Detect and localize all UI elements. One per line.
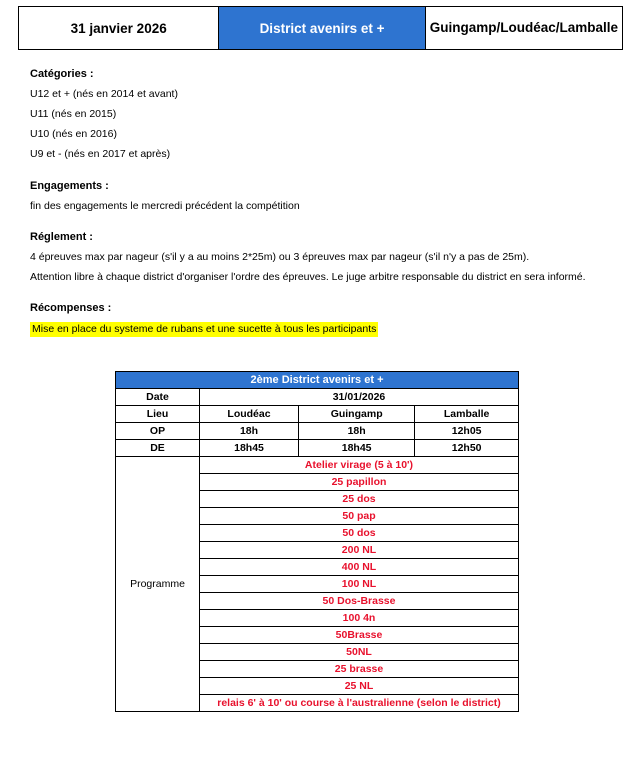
program-event: 50 dos [200,525,519,542]
table-row-title [116,372,519,389]
section-title: Engagements : [30,179,109,192]
header-band [18,6,623,50]
program-event: 100 NL [200,576,519,593]
table-row [116,406,519,423]
row-value-date: 31/01/2026 [200,389,519,406]
highlighted-text: Mise en place du systeme de rubans et une sucette à tous les participants [30,322,378,337]
section-line: Attention libre à chaque district d'organiser l'ordre des épreuves. Le juge arbitre responsable du district en sera informé. [30,270,586,283]
table-row [116,457,519,474]
program-event: relais 6' à 10' ou course à l'australienne (selon le district) [200,695,519,712]
section-line: 4 épreuves max par nageur (s'il y a au moins 2*25m) ou 3 épreuves max par nageur (s'il n'y a pas de 25m). [30,250,530,263]
document-body [18,68,616,337]
table-row [116,389,519,406]
program-table-title: 2ème District avenirs et + [116,372,519,389]
row-value-de-3: 12h50 [415,440,519,457]
program-event: 50NL [200,644,519,661]
section-title: Récompenses : [30,301,112,314]
section-line: U9 et - (nés en 2017 et après) [30,148,171,161]
section-title: Réglement : [30,230,93,243]
row-value-op-2: 18h [299,423,415,440]
row-label-lieu: Lieu [116,406,200,423]
program-table [115,371,519,712]
program-event: 100 4n [200,610,519,627]
header-date: 31 janvier 2026 [19,7,219,49]
program-event: 50Brasse [200,627,519,644]
row-value-op-3: 12h05 [415,423,519,440]
program-event: 25 dos [200,491,519,508]
section-engagements [18,180,616,213]
section-categories [18,68,616,162]
table-row [116,423,519,440]
program-event: 25 NL [200,678,519,695]
row-value-op-1: 18h [200,423,299,440]
program-event: 50 pap [200,508,519,525]
row-label-op: OP [116,423,200,440]
row-value-de-1: 18h45 [200,440,299,457]
section-recompenses [18,302,616,337]
section-line: U12 et + (nés en 2014 et avant) [30,88,178,100]
row-value-lieu-1: Loudéac [200,406,299,423]
row-value-lieu-3: Lamballe [415,406,519,423]
row-label-programme: Programme [116,457,200,712]
table-row [116,440,519,457]
program-event: 50 Dos-Brasse [200,593,519,610]
header-places: Guingamp/Loudéac/Lamballe [429,20,618,36]
section-line: U11 (nés en 2015) [30,108,117,121]
row-label-date: Date [116,389,200,406]
row-value-de-2: 18h45 [299,440,415,457]
row-value-lieu-2: Guingamp [299,406,415,423]
program-event: Atelier virage (5 à 10') [200,457,519,474]
section-line-highlighted [30,322,616,337]
row-label-de: DE [116,440,200,457]
header-title: District avenirs et + [219,7,425,49]
program-event: 25 brasse [200,661,519,678]
program-event: 200 NL [200,542,519,559]
program-table-wrapper [115,371,519,712]
section-title: Catégories : [30,68,94,80]
section-reglement [18,231,616,284]
program-event: 25 papillon [200,474,519,491]
program-event: 400 NL [200,559,519,576]
section-line: fin des engagements le mercredi précédent la compétition [30,199,300,212]
section-line: U10 (nés en 2016) [30,128,117,141]
